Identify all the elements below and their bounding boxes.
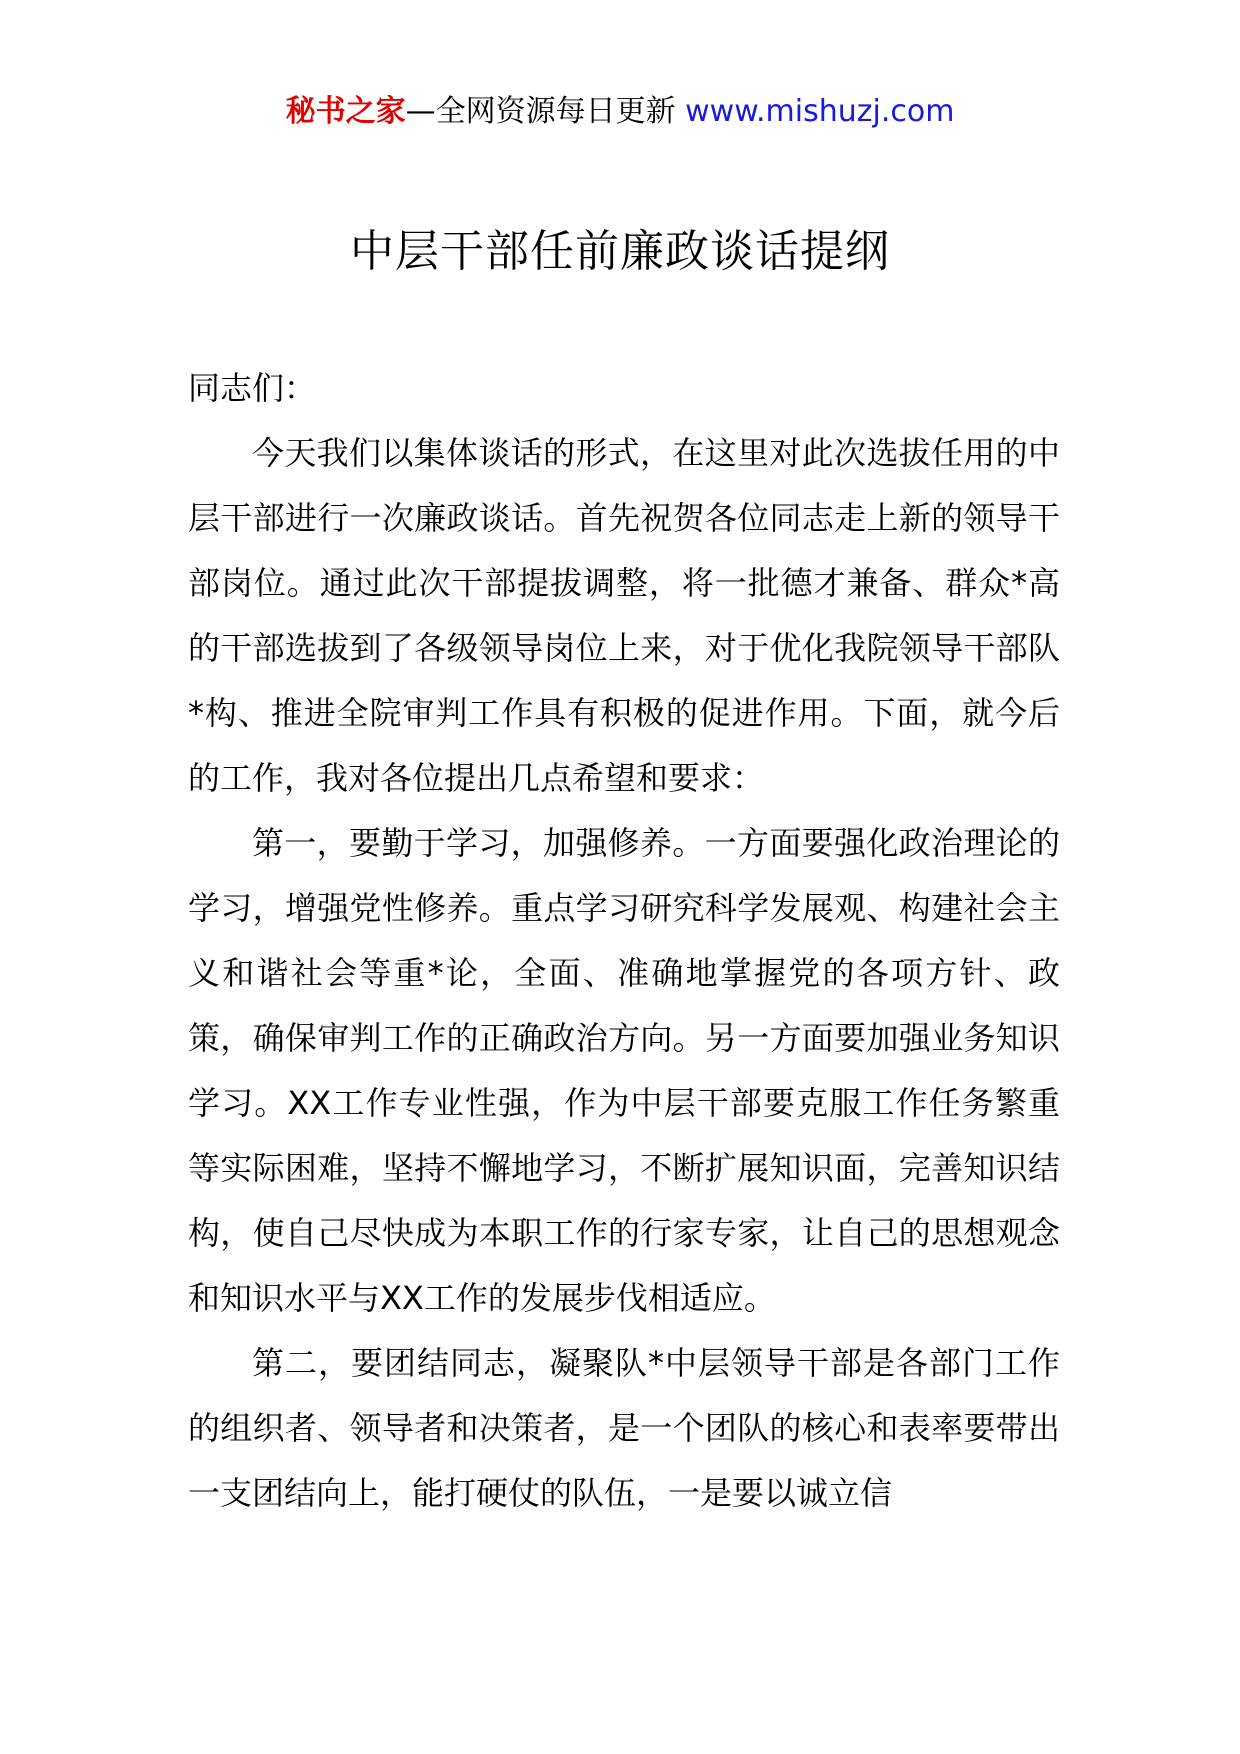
paragraph-intro: 今天我们以集体谈话的形式，在这里对此次选拔任用的中层干部进行一次廉政谈话。首先祝贺各位同志走上新的领导干部岗位。通过此次干部提拔调整，将一批德才兼备、群众*高的干部选拔到了各级领导岗位上来，对于优化我院领导干部队*构、推进全院审判工作具有积极的促进作用。下面，就今后的工作，我对各位提出几点希望和要求： <box>188 434 1060 797</box>
document-title: 中层干部任前廉政谈话提纲 <box>350 226 890 277</box>
document-body <box>188 356 1060 1526</box>
paragraph-first-point: 第一，要勤于学习，加强修养。一方面要强化政治理论的学习，增强党性修养。重点学习研究科学发展观、构建社会主义和谐社会等重*论，全面、准确地掌握党的各项方针、政策，确保审判工作的正确政治方向。另一方面要加强业务知识学习。XX工作专业性强，作为中层干部要克服工作任务繁重等实际困难，坚持不懈地学习，不断扩展知识面，完善知识结构，使自己尽快成为本职工作的行家专家，让自己的思想观念和知识水平与XX工作的发展步伐相适应。 <box>188 824 1060 1317</box>
site-slogan: —全网资源每日更新 <box>405 94 686 129</box>
site-url-link[interactable]: www.mishuzj.com <box>685 94 955 129</box>
site-header <box>0 92 1240 132</box>
site-brand: 秘书之家 <box>285 94 406 129</box>
salutation: 同志们： <box>188 369 317 407</box>
paragraph-second-point: 第二，要团结同志，凝聚队*中层领导干部是各部门工作的组织者、领导者和决策者，是一个团队的核心和表率要带出一支团结向上，能打硬仗的队伍，一是要以诚立信 <box>188 1344 1060 1512</box>
